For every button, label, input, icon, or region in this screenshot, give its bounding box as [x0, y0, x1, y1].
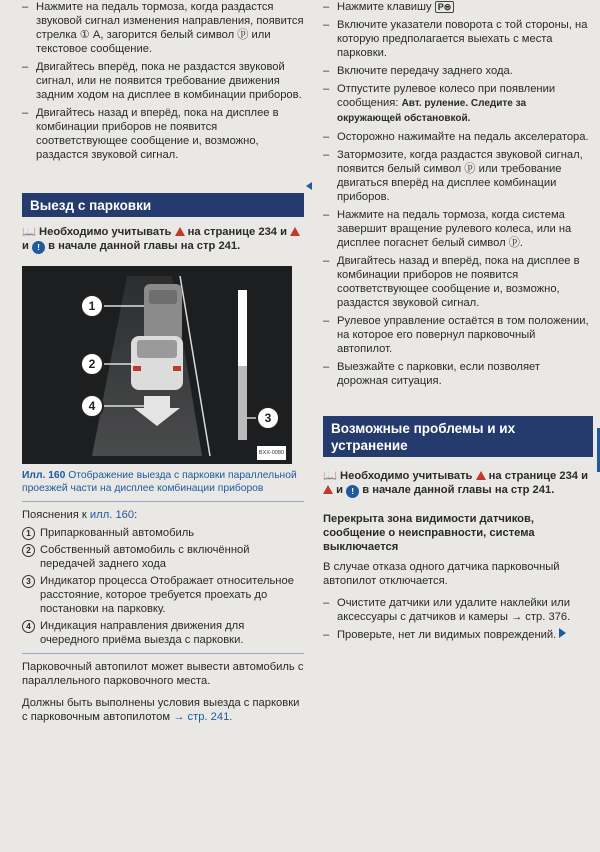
paragraph: В случае отказа одного датчика парковочный автопилот отключается. [323, 561, 560, 587]
tail-light [133, 366, 141, 371]
parked-car-window [149, 290, 177, 304]
list-item: – Рулевое управление остаётся в том положении, на которое его повернул парковочный автопилот. [323, 314, 593, 356]
callout-2: 2 [80, 352, 104, 376]
section-start-marker-icon [306, 182, 312, 190]
caption-label: Илл. 160 [22, 470, 66, 481]
tail-light [173, 366, 181, 371]
figure-drawing [22, 266, 292, 464]
warning-icon [290, 227, 300, 236]
section-title-troubleshooting: Возможные проблемы и их устранение [323, 416, 593, 457]
list-item: – Осторожно нажимайте на педаль акселератора. [323, 130, 593, 144]
section-end-marker-icon [559, 628, 566, 638]
callout-4: 4 [80, 394, 104, 418]
note-block: 📖 Необходимо учитывать на странице 234 и и ! в начале данной главы на стр 241. [323, 470, 589, 496]
left-top-list [22, 0, 304, 162]
own-car-window [137, 340, 177, 358]
progress-indicator-fill [238, 366, 247, 440]
book-icon: 📖 [22, 226, 36, 238]
list-item: – Включите указатели поворота с той стороны, на которую предполагается выехать с места парковки. [323, 18, 593, 60]
number-circle: 3 [22, 575, 35, 588]
right-column [323, 0, 593, 646]
callout-1: 1 [80, 294, 104, 318]
legend-item: 4 Индикация направления движения для очередного приёма выезда с парковки. [22, 619, 304, 647]
divider [22, 653, 304, 654]
book-icon: 📖 [323, 470, 337, 482]
legend-item: 2 Собственный автомобиль с включённой передачей заднего хода [22, 543, 304, 571]
figure-illustration-160 [22, 266, 292, 464]
divider [22, 501, 304, 502]
list-item: – Двигайтесь назад и вперёд, пока на дисплее в комбинации приборов не появится соответствующее сообщение и, возможно, раздастся звуковой сигнал. [323, 254, 593, 310]
number-circle: 4 [22, 620, 35, 633]
note-block: 📖 Необходимо учитывать на странице 234 и и ! в начале данной главы на стр 241. [22, 225, 304, 254]
callout-3: 3 [256, 406, 280, 430]
number-circle: 2 [22, 544, 35, 557]
right-steps-list [323, 0, 593, 388]
info-icon: ! [32, 241, 45, 254]
list-item: – Нажмите на педаль тормоза, когда раздастся звуковой сигнал изменения направления, появится стрелка ① A, загорится белый символ ⓟ или текстовое сообщение. [22, 0, 304, 56]
caption-text: Отображение выезда с парковки параллельной проезжей части на дисплее комбинации приборов [22, 470, 297, 494]
figure-caption [22, 470, 304, 495]
list-item: – Двигайтесь вперёд, пока не раздастся звуковой сигнал, или не появится требование движения задним ходом на дисплее в комбинации приборов. [22, 60, 304, 102]
list-item: – Проверьте, нет ли видимых повреждений. [323, 628, 593, 642]
legend-intro: Пояснения к илл. 160: [22, 509, 138, 521]
number-circle: 1 [22, 527, 35, 540]
warning-icon [476, 471, 486, 480]
left-column [22, 0, 304, 732]
figure-link[interactable]: илл. 160 [89, 509, 135, 521]
list-item: – Очистите датчики или удалите наклейки или аксессуары с датчиков и камеры → стр. 376. [323, 596, 593, 624]
legend-item: 1 Припаркованный автомобиль [22, 526, 304, 540]
list-item: – Нажмите на педаль тормоза, когда система завершит вращение рулевого колеса, или на дисплее погаснет белый символ ⓟ. [323, 208, 593, 250]
warning-icon [175, 227, 185, 236]
right-fix-list [323, 596, 593, 642]
legend-item: 3 Индикатор процесса Отображает относительное расстояние, которое требуется проехать до постановки на парковку. [22, 574, 304, 616]
list-item: – Включите передачу заднего хода. [323, 64, 593, 78]
paragraph: Должны быть выполнены условия выезда с парковки с парковочным автопилотом → стр. 241. [22, 697, 300, 723]
list-item: – Двигайтесь назад и вперёд, пока на дисплее в комбинации приборов не появится соответствующее сообщение и, возможно, раздастся звуковой сигнал. [22, 106, 304, 162]
warning-icon [323, 485, 333, 494]
info-icon: ! [346, 485, 359, 498]
list-item: – Отпустите рулевое колесо при появлении сообщения: Авт. руление. Следите за окружающей обстановкой. [323, 82, 593, 126]
subsection-title: Перекрыта зона видимости датчиков, сообщение о неисправности, система выключается [323, 513, 535, 553]
figure-id: BXX-0080 [257, 446, 286, 460]
page-link[interactable]: → стр. 241. [173, 711, 233, 723]
list-item: – Выезжайте с парковки, если позволяет дорожная ситуация. [323, 360, 593, 388]
section-title-exit-parking: Выезд с парковки [22, 193, 304, 217]
display-message: Авт. руление. Следите за окружающей обстановкой. [337, 98, 527, 124]
paragraph: Парковочный автопилот может вывести автомобиль с параллельного парковочного места. [22, 661, 304, 687]
park-assist-key-icon: P⊜ [435, 1, 455, 13]
list-item: – Затормозите, когда раздастся звуковой сигнал, появится белый символ ⓟ или требование двигаться вперёд на дисплее комбинации приборов. [323, 148, 593, 204]
list-item: – Нажмите клавишу P⊜ [323, 0, 593, 14]
